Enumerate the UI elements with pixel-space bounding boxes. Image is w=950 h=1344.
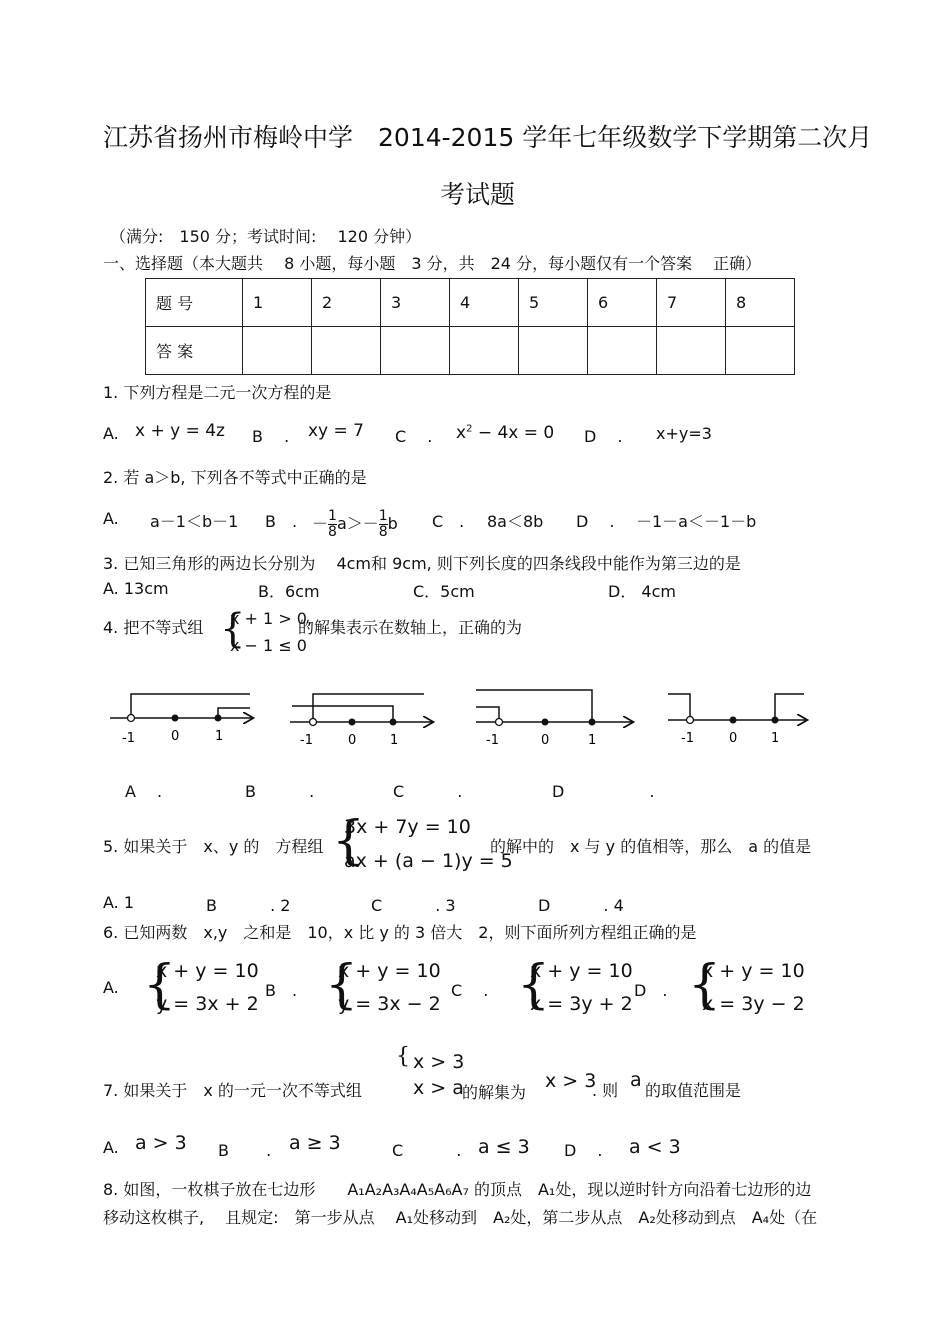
section-heading: 一、选择题（本大题共 8 小题，每小题 3 分，共 24 分，每小题仅有一个答案 正确） xyxy=(103,254,762,273)
q4-label-d: D . xyxy=(552,782,655,801)
q5-brace: { xyxy=(332,811,366,871)
q1-c: $x^2 - 4x = 0$ xyxy=(456,423,555,443)
q7-d: a < 3 xyxy=(629,1136,681,1158)
q1-b-letter: B . xyxy=(252,427,290,446)
title-line-2: 考试题 xyxy=(440,180,516,209)
svg-text:1: 1 xyxy=(588,733,597,748)
number-line-figures xyxy=(0,680,950,760)
q5-a: A. 1 xyxy=(103,893,135,912)
q7-sys1: x > 3 xyxy=(413,1051,465,1073)
q7-sys2: x > a xyxy=(413,1077,464,1099)
q5-stem-pre: 5. 如果关于 x、y 的 方程组 xyxy=(103,837,324,856)
svg-text:1: 1 xyxy=(771,731,780,746)
table-number: 8 xyxy=(726,279,795,327)
svg-text:-1: -1 xyxy=(681,731,694,746)
q2-a-letter: A. xyxy=(103,509,119,528)
svg-text:0: 0 xyxy=(348,733,357,748)
q4-label-a: A . xyxy=(125,782,163,801)
q1-d-letter: D . xyxy=(584,427,623,446)
q3-d: D． 4cm xyxy=(608,582,676,601)
svg-text:0: 0 xyxy=(729,731,738,746)
q2-c: 8a＜8b xyxy=(487,512,544,531)
answer-cell[interactable] xyxy=(243,327,312,375)
number-line-b xyxy=(290,694,432,748)
number-line-d xyxy=(668,694,806,746)
q1-stem: 1. 下列方程是二元一次方程的是 xyxy=(103,383,332,402)
q4-stem-pre: 4. 把不等式组 xyxy=(103,618,204,637)
q4-brace: { xyxy=(220,606,246,652)
q2-d-letter: D . xyxy=(576,512,615,531)
q7-c-letter: C . xyxy=(392,1141,462,1160)
q7-a: a > 3 xyxy=(135,1132,187,1154)
q6-a-brace: { xyxy=(143,955,177,1015)
answer-cell[interactable] xyxy=(519,327,588,375)
q6-b-brace: { xyxy=(325,955,359,1015)
q5-d: D . 4 xyxy=(538,896,624,915)
q3-stem: 3. 已知三角形的两边长分别为 4cm和 9cm, 则下列长度的四条线段中能作为第三边的是 xyxy=(103,554,741,573)
answer-cell[interactable] xyxy=(588,327,657,375)
q2-a: a－1＜b－1 xyxy=(150,512,239,531)
answer-cell[interactable] xyxy=(312,327,381,375)
q4-sys2: x − 1 ≤ 0 xyxy=(230,636,307,655)
q1-a-letter: A. xyxy=(103,424,119,443)
q7-mid: 的解集为 xyxy=(462,1083,527,1102)
q6-d-eq2: x = 3y − 2 xyxy=(702,993,805,1015)
q3-c: C．5cm xyxy=(413,582,475,601)
answer-cell[interactable] xyxy=(657,327,726,375)
q6-stem: 6. 已知两数 x,y 之和是 10，x 比 y 的 3 倍大 2，则下面所列方程组正确的是 xyxy=(103,923,697,942)
q3-b: B．6cm xyxy=(258,582,320,601)
table-header-label: 题 号 xyxy=(146,279,243,327)
table-number: 4 xyxy=(450,279,519,327)
q6-b-eq2: y = 3x − 2 xyxy=(338,993,441,1015)
number-line-a xyxy=(110,694,252,746)
q3-a: A. 13cm xyxy=(103,579,169,598)
q7-end: 的取值范围是 xyxy=(645,1081,742,1100)
q7-b: a ≥ 3 xyxy=(289,1132,341,1154)
q1-c-letter: C . xyxy=(395,427,433,446)
q6-d-eq1: x + y = 10 xyxy=(702,960,805,982)
q6-d-brace: { xyxy=(688,955,722,1015)
svg-text:0: 0 xyxy=(541,733,550,748)
q7-stem-pre: 7. 如果关于 x 的一元一次不等式组 xyxy=(103,1081,362,1100)
q6-b-eq1: x + y = 10 xyxy=(338,960,441,982)
exam-meta: （满分: 150 分；考试时间: 120 分钟） xyxy=(110,227,422,246)
q7-a-letter: A. xyxy=(103,1138,119,1157)
q7-a-symbol: a xyxy=(630,1069,642,1091)
answer-cell[interactable] xyxy=(726,327,795,375)
q2-b: － $\frac{1}{8}$ a＞－ $\frac{1}{8}$ b xyxy=(312,508,398,540)
q1-d: x+y=3 xyxy=(656,424,712,443)
table-answer-label: 答 案 xyxy=(146,327,243,375)
q7-solution: x > 3 xyxy=(545,1070,597,1092)
q5-sys2: ax + (a − 1)y = 5 xyxy=(344,850,513,872)
table-number: 1 xyxy=(243,279,312,327)
q8-line-1: 8. 如图，一枚棋子放在七边形 A₁A₂A₃A₄A₅A₆A₇ 的顶点 A₁处，现以逆时针方向沿着七边形的边 xyxy=(103,1180,812,1199)
svg-text:1: 1 xyxy=(215,729,224,744)
q7-brace: { xyxy=(396,1044,410,1069)
q7-b-letter: B . xyxy=(218,1141,272,1160)
q6-c-brace: { xyxy=(517,955,551,1015)
table-number: 2 xyxy=(312,279,381,327)
q4-stem-post: 的解集表示在数轴上，正确的为 xyxy=(298,618,523,637)
answer-cell[interactable] xyxy=(381,327,450,375)
q6-a-eq2: y = 3x + 2 xyxy=(156,993,259,1015)
svg-text:-1: -1 xyxy=(486,733,499,748)
table-number: 5 xyxy=(519,279,588,327)
q2-stem: 2. 若 a＞b, 下列各不等式中正确的是 xyxy=(103,468,367,487)
q1-a: x + y = 4z xyxy=(135,421,225,441)
q2-c-letter: C . xyxy=(432,512,465,531)
q4-label-b: B . xyxy=(245,782,315,801)
q1-b: xy = 7 xyxy=(308,421,364,441)
q6-a-eq1: x + y = 10 xyxy=(156,960,259,982)
q6-c-eq2: x = 3y + 2 xyxy=(530,993,633,1015)
q5-stem-post: 的解中的 x 与 y 的值相等，那么 a 的值是 xyxy=(490,837,812,856)
table-number: 3 xyxy=(381,279,450,327)
q2-b-letter: B . xyxy=(265,512,298,531)
q4-label-c: C . xyxy=(393,782,463,801)
q7-d-letter: D . xyxy=(564,1141,603,1160)
q7-c: a ≤ 3 xyxy=(478,1136,530,1158)
q6-d-letter: D . xyxy=(634,981,668,1000)
q6-c-eq1: x + y = 10 xyxy=(530,960,633,982)
q5-b: B . 2 xyxy=(206,896,291,915)
svg-text:-1: -1 xyxy=(122,731,135,746)
svg-text:-1: -1 xyxy=(300,733,313,748)
q2-d: －1－a＜－1－b xyxy=(636,512,757,531)
number-line-c xyxy=(476,690,632,748)
q5-c: C . 3 xyxy=(371,896,456,915)
q6-a-letter: A. xyxy=(103,978,119,997)
q6-c-letter: C . xyxy=(451,981,489,1000)
q6-b-letter: B . xyxy=(265,981,298,1000)
q7-post: . 则 xyxy=(592,1081,619,1100)
q4-sys1: x + 1 > 0, xyxy=(230,609,313,628)
table-number: 6 xyxy=(588,279,657,327)
title-line-1: 江苏省扬州市梅岭中学 2014-2015 学年七年级数学下学期第二次月 xyxy=(103,123,873,152)
answer-table xyxy=(145,278,795,375)
table-number: 7 xyxy=(657,279,726,327)
q8-line-2: 移动这枚棋子, 且规定: 第一步从点 A₁处移动到 A₂处，第二步从点 A₂处移动到点 A₄处（在 xyxy=(103,1208,818,1227)
answer-cell[interactable] xyxy=(450,327,519,375)
q5-sys1: 3x + 7y = 10 xyxy=(344,816,471,838)
svg-text:1: 1 xyxy=(390,733,399,748)
svg-text:0: 0 xyxy=(171,729,180,744)
